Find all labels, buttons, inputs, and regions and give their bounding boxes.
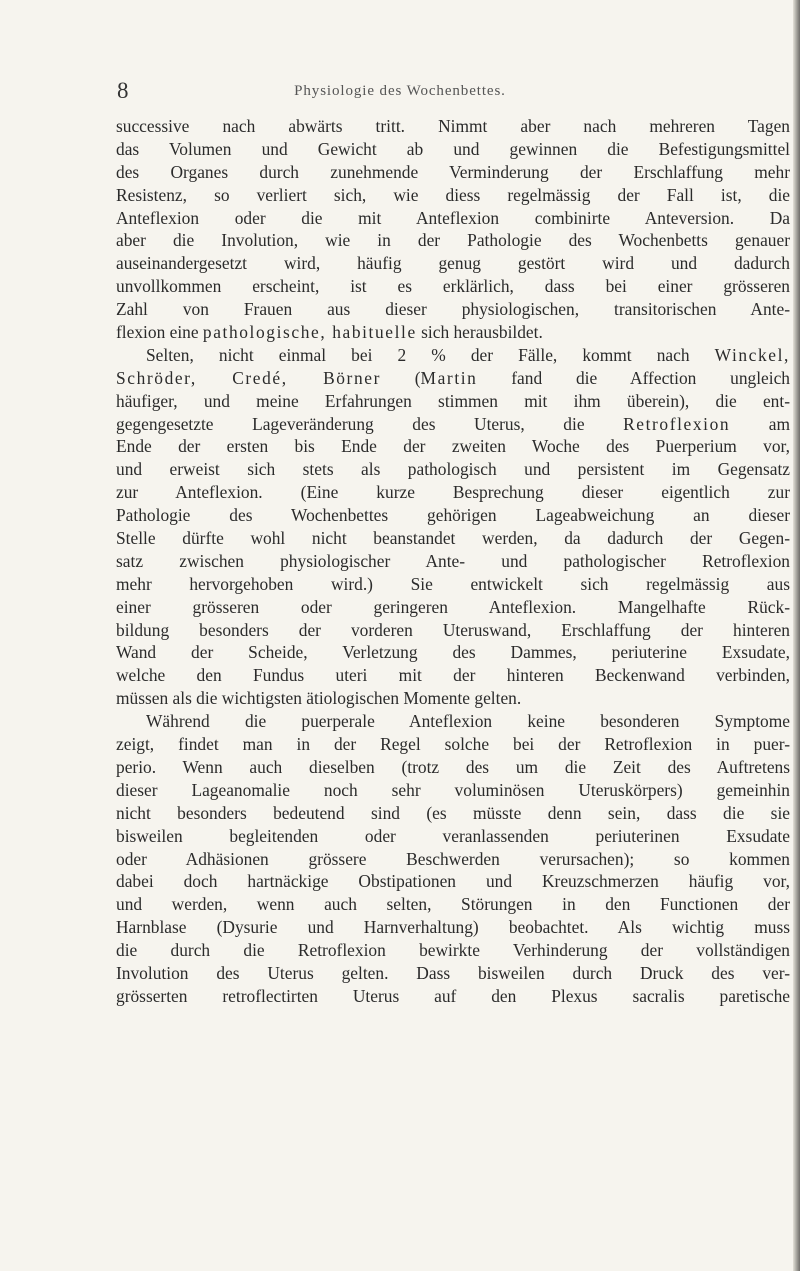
text-segment: nicht besonders bedeutend sind (es müsste denn sein, dass die sie	[116, 802, 790, 823]
text-line	[116, 321, 790, 344]
text-line	[116, 619, 790, 642]
text-line	[116, 275, 790, 298]
text-segment: unvollkommen erscheint, ist es erklärlich, dass bei einer grösseren	[116, 276, 790, 297]
spaced-name: Schröder, Credé, Börner	[116, 367, 381, 388]
running-head: Physiologie des Wochenbettes.	[294, 83, 506, 99]
text-line	[116, 390, 790, 413]
text-line	[116, 138, 790, 161]
text-segment: Resistenz, so verliert sich, wie diess regelmässig der Fall ist, die	[116, 184, 790, 205]
text-line	[116, 985, 790, 1008]
text-line	[116, 825, 790, 848]
text-segment: am	[730, 413, 790, 434]
text-segment: gegengesetzte Lageveränderung des Uterus, die	[116, 413, 624, 434]
body-text	[116, 115, 790, 1008]
text-segment: Ende der ersten bis Ende der zweiten Woche des Puerperium vor,	[116, 436, 790, 457]
spaced-name: Retroflexion	[623, 413, 731, 434]
text-segment: das Volumen und Gewicht ab und gewinnen die Befestigungsmittel	[116, 138, 790, 159]
text-segment: Anteflexion oder die mit Anteflexion combinirte Anteversion. Da	[116, 207, 790, 228]
text-line	[116, 687, 790, 710]
text-segment: mehr hervorgehoben wird.) Sie entwickelt sich regelmässig aus	[116, 573, 790, 594]
text-segment: bisweilen begleitenden oder veranlassenden periuterinen Exsudate	[116, 825, 790, 846]
text-segment: auseinandergesetzt wird, häufig genug gestört wird und dadurch	[116, 253, 790, 274]
text-segment: dieser Lageanomalie noch sehr voluminösen Uteruskörpers) gemeinhin	[116, 779, 790, 800]
text-segment: flexion eine	[116, 322, 203, 343]
text-segment: Wand der Scheide, Verletzung des Dammes, periuterine Exsudate,	[116, 642, 790, 663]
text-line	[116, 916, 790, 939]
spaced-name: Winckel,	[714, 344, 790, 365]
text-line	[116, 184, 790, 207]
text-line	[116, 756, 790, 779]
text-segment: die durch die Retroflexion bewirkte Verhinderung der vollständigen	[116, 940, 790, 961]
text-line	[116, 458, 790, 481]
text-segment: Während die puerperale Anteflexion keine besonderen Symptome	[146, 711, 790, 732]
text-segment: Stelle dürfte wohl nicht beanstandet werden, da dadurch der Gegen-	[116, 528, 790, 549]
text-line	[116, 527, 790, 550]
text-line	[116, 504, 790, 527]
text-line	[116, 481, 790, 504]
text-segment: perio. Wenn auch dieselben (trotz des um die Zeit des Auftretens	[116, 756, 790, 777]
text-segment: zur Anteflexion. (Eine kurze Besprechung dieser eigentlich zur	[116, 482, 790, 503]
text-line	[116, 641, 790, 664]
page-number: 8	[117, 78, 129, 103]
text-segment: und erweist sich stets als pathologisch und persistent im Gegensatz	[116, 459, 790, 480]
text-line	[116, 161, 790, 184]
text-segment: bildung besonders der vorderen Uteruswand, Erschlaffung der hinteren	[116, 619, 790, 640]
text-line	[116, 962, 790, 985]
text-line	[116, 710, 790, 733]
text-segment: fand die Affection ungleich	[477, 367, 790, 388]
text-segment: successive nach abwärts tritt. Nimmt aber nach mehreren Tagen	[116, 116, 790, 136]
text-segment: grösserten retroflectirten Uterus auf den Plexus sacralis paretische	[116, 985, 790, 1006]
text-segment: Zahl von Frauen aus dieser physiologischen, transitorischen Ante-	[116, 299, 790, 320]
text-segment: dabei doch hartnäckige Obstipationen und Kreuzschmerzen häufig vor,	[116, 871, 790, 892]
text-line	[116, 939, 790, 962]
text-line	[116, 802, 790, 825]
text-line	[116, 207, 790, 230]
spaced-name: pathologische, habituelle	[202, 322, 417, 343]
text-segment: Selten, nicht einmal bei 2 % der Fälle, kommt nach	[146, 344, 715, 365]
text-line	[116, 344, 790, 367]
text-line	[116, 664, 790, 687]
text-line	[116, 435, 790, 458]
text-line	[116, 367, 790, 390]
text-segment: müssen als die wichtigsten ätiologischen Momente gelten.	[116, 688, 522, 709]
text-segment: oder Adhäsionen grössere Beschwerden verursachen); so kommen	[116, 848, 790, 869]
page-header	[0, 78, 800, 104]
text-segment: welche den Fundus uteri mit der hinteren Beckenwand verbinden,	[116, 665, 790, 686]
text-line	[116, 413, 790, 436]
text-segment: einer grösseren oder geringeren Anteflexion. Mangelhafte Rück-	[116, 596, 790, 617]
text-line	[116, 252, 790, 275]
page-edge	[793, 0, 800, 1271]
text-line	[116, 733, 790, 756]
text-line	[116, 229, 790, 252]
text-line	[116, 115, 790, 138]
text-line	[116, 870, 790, 893]
spaced-name: Martin	[420, 367, 478, 388]
text-line	[116, 550, 790, 573]
text-line	[116, 573, 790, 596]
text-segment: Harnblase (Dysurie und Harnverhaltung) beobachtet. Als wichtig muss	[116, 917, 790, 938]
text-line	[116, 298, 790, 321]
text-segment: zeigt, findet man in der Regel solche bei der Retroflexion in puer-	[116, 734, 790, 755]
text-line	[116, 779, 790, 802]
text-segment: des Organes durch zunehmende Verminderung der Erschlaffung mehr	[116, 161, 790, 182]
text-segment: Involution des Uterus gelten. Dass bisweilen durch Druck des ver-	[116, 962, 790, 983]
text-line	[116, 893, 790, 916]
text-line	[116, 848, 790, 871]
text-segment: satz zwischen physiologischer Ante- und pathologischer Retroflexion	[116, 550, 790, 571]
text-segment: aber die Involution, wie in der Pathologie des Wochenbetts genauer	[116, 230, 790, 251]
text-segment: und werden, wenn auch selten, Störungen in den Functionen der	[116, 894, 790, 915]
text-line	[116, 596, 790, 619]
text-segment: (	[380, 367, 421, 388]
text-segment: häufiger, und meine Erfahrungen stimmen mit ihm überein), die ent-	[116, 390, 790, 411]
text-segment: Pathologie des Wochenbettes gehörigen Lageabweichung an dieser	[116, 505, 790, 526]
text-segment: sich herausbildet.	[416, 322, 543, 343]
